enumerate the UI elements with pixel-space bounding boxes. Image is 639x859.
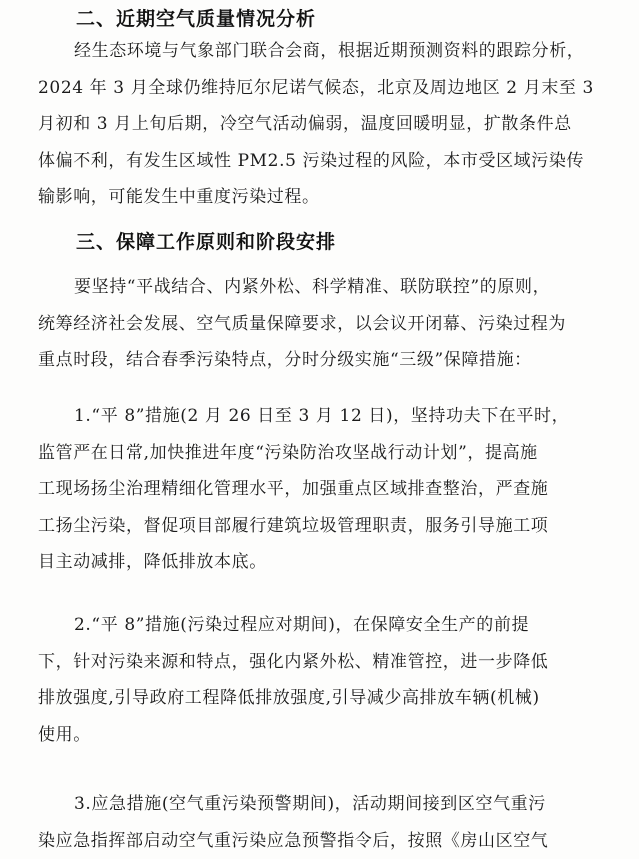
text-line: 2.“平 8”措施(污染过程应对期间)，在保障安全生产的前提	[74, 615, 530, 635]
text-line: 3.应急措施(空气重污染预警期间)，活动期间接到区空气重污	[74, 794, 546, 814]
text-line: 工现场扬尘治理精细化管理水平，加强重点区域排查整治，严查施	[38, 479, 549, 499]
text-line: 输影响，可能发生中重度污染过程。	[38, 187, 320, 207]
text-line: 要坚持“平战结合、内紧外松、科学精准、联防联控”的原则，	[74, 277, 551, 297]
paragraph-principles-intro	[38, 269, 583, 379]
paragraph-measure-item-3	[38, 786, 583, 859]
text-line: 下，针对污染来源和特点，强化内紧外松、精准管控，进一步降低	[38, 651, 549, 672]
paragraph-measure-item-1	[38, 398, 583, 581]
text-line: 体偏不利，有发生区域性 PM2.5 污染过程的风险，本市受区域污染传	[38, 150, 585, 171]
text-line: 重点时段，结合春季污染特点，分时分级实施“三级”保障措施：	[38, 350, 532, 370]
text-line: 目主动减排，降低排放本底。	[38, 552, 267, 572]
paragraph-air-quality-analysis	[38, 33, 594, 216]
text-line: 排放强度,引导政府工程降低排放强度,引导减少高排放车辆(机械)	[38, 688, 540, 708]
text-line: 工扬尘污染，督促项目部履行建筑垃圾管理职责，服务引导施工项	[38, 515, 549, 536]
text-line: 月初和 3 月上旬后期，冷空气活动偏弱，温度回暖明显，扩散条件总	[38, 114, 572, 134]
paragraph-measure-item-2	[38, 607, 583, 753]
section-heading-principles-and-stages: 三、保障工作原则和阶段安排	[76, 231, 337, 253]
text-line: 使用。	[38, 724, 91, 745]
text-line: 2024 年 3 月全球仍维持厄尔尼诺气候态，北京及周边地区 2 月末至 3	[38, 77, 594, 98]
text-line: 经生态环境与气象部门联合会商，根据近期预测资料的跟踪分析，	[74, 41, 585, 61]
text-line: 1.“平 8”措施(2 月 26 日至 3 月 12 日)，坚持功夫下在平时，	[74, 406, 570, 426]
text-line: 染应急指挥部启动空气重污染应急预警指令后，按照《房山区空气	[38, 830, 549, 851]
section-heading-air-quality-analysis: 二、近期空气质量情况分析	[76, 8, 317, 30]
text-line: 监管严在日常,加快推进年度“污染防治攻坚战行动计划”，提高施	[38, 442, 538, 463]
text-line: 统筹经济社会发展、空气质量保障要求，以会议开闭幕、污染过程为	[38, 313, 566, 334]
